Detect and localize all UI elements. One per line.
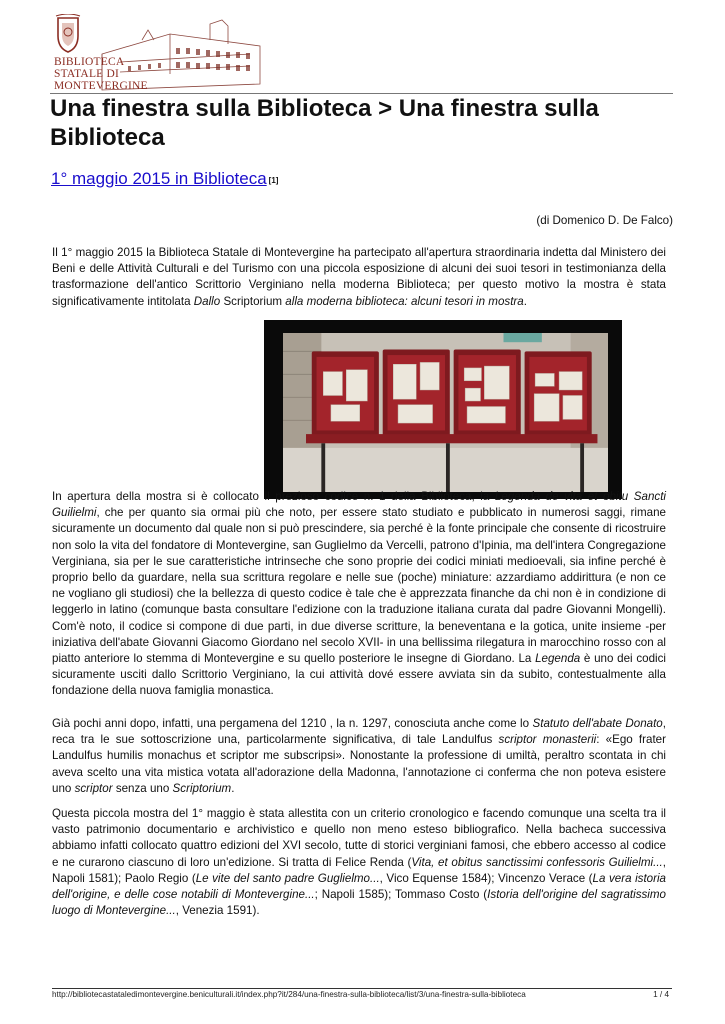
paragraph-4 — [52, 806, 666, 919]
footnote-ref: [1] — [268, 176, 279, 185]
library-name-line: MONTEVERGINE — [54, 80, 148, 92]
library-name-line: STATALE DI — [54, 68, 119, 80]
text-run: , reca tra le sue sottoscrizione una, particolarmente significativa, di tale Landulfus — [52, 717, 666, 747]
page-number: 1 / 4 — [653, 990, 669, 999]
text-run: Questa piccola mostra del 1° maggio è stata allestita con un criterio cronologico e facendo comunque una scelta tra il vasto patrimonio documentario e archivistico e quello non meno esteso bibliografico. Nella bacheca successiva abbiamo infatti collocato quattro edizioni del XVI secolo, tutte di storici verginiani famosi, che ebbero accesso al codice e ne curarono ciascuno di loro un'edizione. Si tratta di Felice Renda ( — [52, 807, 666, 869]
display-case-image — [283, 333, 608, 492]
italic-text-run: scriptor — [74, 781, 113, 795]
italic-text-run: Legenda — [535, 652, 581, 666]
library-name-line: BIBLIOTECA — [54, 56, 125, 68]
text-run: Scriptorium — [223, 294, 286, 308]
footer-url: http://bibliotecastataledimontevergine.beniculturali.it/index.php?it/284/una-finestra-sulla-biblioteca/list/3/una-finestra-sulla-biblioteca — [52, 990, 526, 999]
text-run: . — [523, 294, 527, 308]
date-category-link[interactable]: 1° maggio 2015 in Biblioteca — [51, 169, 267, 188]
library-logo — [50, 14, 290, 96]
text-run: senza uno — [112, 781, 173, 795]
text-run: Il 1° maggio 2015 la Biblioteca Statale di Montevergine ha partecipato all'apertura straordinaria indetta dal Ministero dei Beni e delle Attività Culturali e del Turismo con una piccola esposizione di alcuni dei suoi tesori in testimonianza della trasformazione dell'antico Scrittorio Verginiano nella moderna Biblioteca; per questo motivo la mostra è stata significativamente intitolata — [52, 246, 666, 308]
italic-text-run: Legenda de vita et obitu Sancti Guilielmi — [52, 490, 666, 520]
library-name — [54, 56, 164, 92]
italic-text-run: Statuto dell'abate Donato — [532, 717, 663, 730]
dateline — [51, 169, 278, 189]
italic-text-run: Le vite del santo padre Guglielmo... — [195, 871, 380, 885]
text-run: ; Napoli 1585); Tommaso Costo ( — [314, 888, 488, 902]
text-run: . — [231, 781, 235, 795]
paragraph-3 — [52, 716, 666, 797]
text-run: , Vico Equense 1584); Vincenzo Verace ( — [379, 871, 593, 885]
italic-text-run: Vita, et obitus sanctissimi confessoris Guilielmi... — [411, 855, 663, 869]
italic-text-run: Istoria dell'origine del sagratissimo luogo di Montevergine... — [52, 888, 666, 918]
text-run: , Venezia 1591). — [175, 904, 260, 918]
text-run: Già pochi anni dopo, infatti, una pergamena del 1210 , la n. 1297, conosciuta anche come lo — [52, 717, 533, 730]
paragraph-2 — [52, 489, 666, 700]
footer-divider — [52, 988, 672, 989]
italic-text-run: Dallo — [193, 294, 224, 308]
text-run: è uno dei codici sicuramente usciti dallo Scrittorio Verginiano, la cui attività dové essere avviata sin da subito, contestualmente alla fondazione della nuova famiglia monastica. — [52, 652, 666, 698]
exhibition-photo — [264, 320, 622, 499]
italic-text-run: La vera istoria dell'origine, e delle cose notabili di Montevergine... — [52, 871, 666, 902]
text-run: : «Ego frater Landulfus humilis monachus et scriptor me subscripsi». Nonostante la professione di umiltà, peraltro scontata in chi aveva scelto una vita mistica votata all'adorazione della Madonna, l'annotazione ci conferma che non poteva esistere uno — [52, 733, 666, 795]
text-run: , Napoli 1581); Paolo Regio ( — [52, 855, 666, 885]
author-byline: (di Domenico D. De Falco) — [536, 214, 673, 227]
italic-text-run: alla moderna biblioteca: alcuni tesori in mostra — [285, 294, 524, 308]
page-title: Una finestra sulla Biblioteca > Una finestra sulla Biblioteca — [50, 95, 599, 151]
coat-of-arms-icon — [56, 14, 80, 52]
paragraph-1 — [52, 245, 666, 310]
text-run: , che per quanto sia ormai più che noto, per essere stato studiato e pubblicato in numerosi saggi, rimane sicuramente un documento dal quale non si può prescindere, sia perché è la fonte principale che consente di ricostruire non solo la vita del fondatore di Montevergine, san Guglielmo da Vercelli, patrono d'Ipinia, ma dell'intera Congregazione Verginiana, sia per le sue caratteristiche intrinseche che sono proprie dei codici miniati medioevali, sia infine perché è proprio bello da guardare, nella sua scrittura regolare e nelle sue (poche) miniature: azzardiamo addirittura (e non ce ne vogliano gli studiosi) che la bellezza di questo codice è tale che è apprezzata finanche da chi non è in condizione di leggerlo in latino (comunque basta consultare l'edizione con la traduzione italiana curata dal padre Giovanni Mongelli). Com'è noto, il codice si compone di due parti, in due diverse scritture, la beneventana e la gotica, unite insieme -per iniziativa dell'abate Giovanni Giacomo Giordano nel secolo XVII- in una bellissima rilegatura in marocchino rosso con al piatto anteriore lo stemma di Montevergine e su quello posteriore le insegne di Giordano. La — [52, 506, 666, 666]
italic-text-run: Scriptorium — [172, 781, 232, 795]
text-run: In apertura della mostra si è collocato il prezioso codice n. 1 della Biblioteca, la — [52, 490, 495, 503]
italic-text-run: scriptor monasterii — [498, 733, 597, 747]
